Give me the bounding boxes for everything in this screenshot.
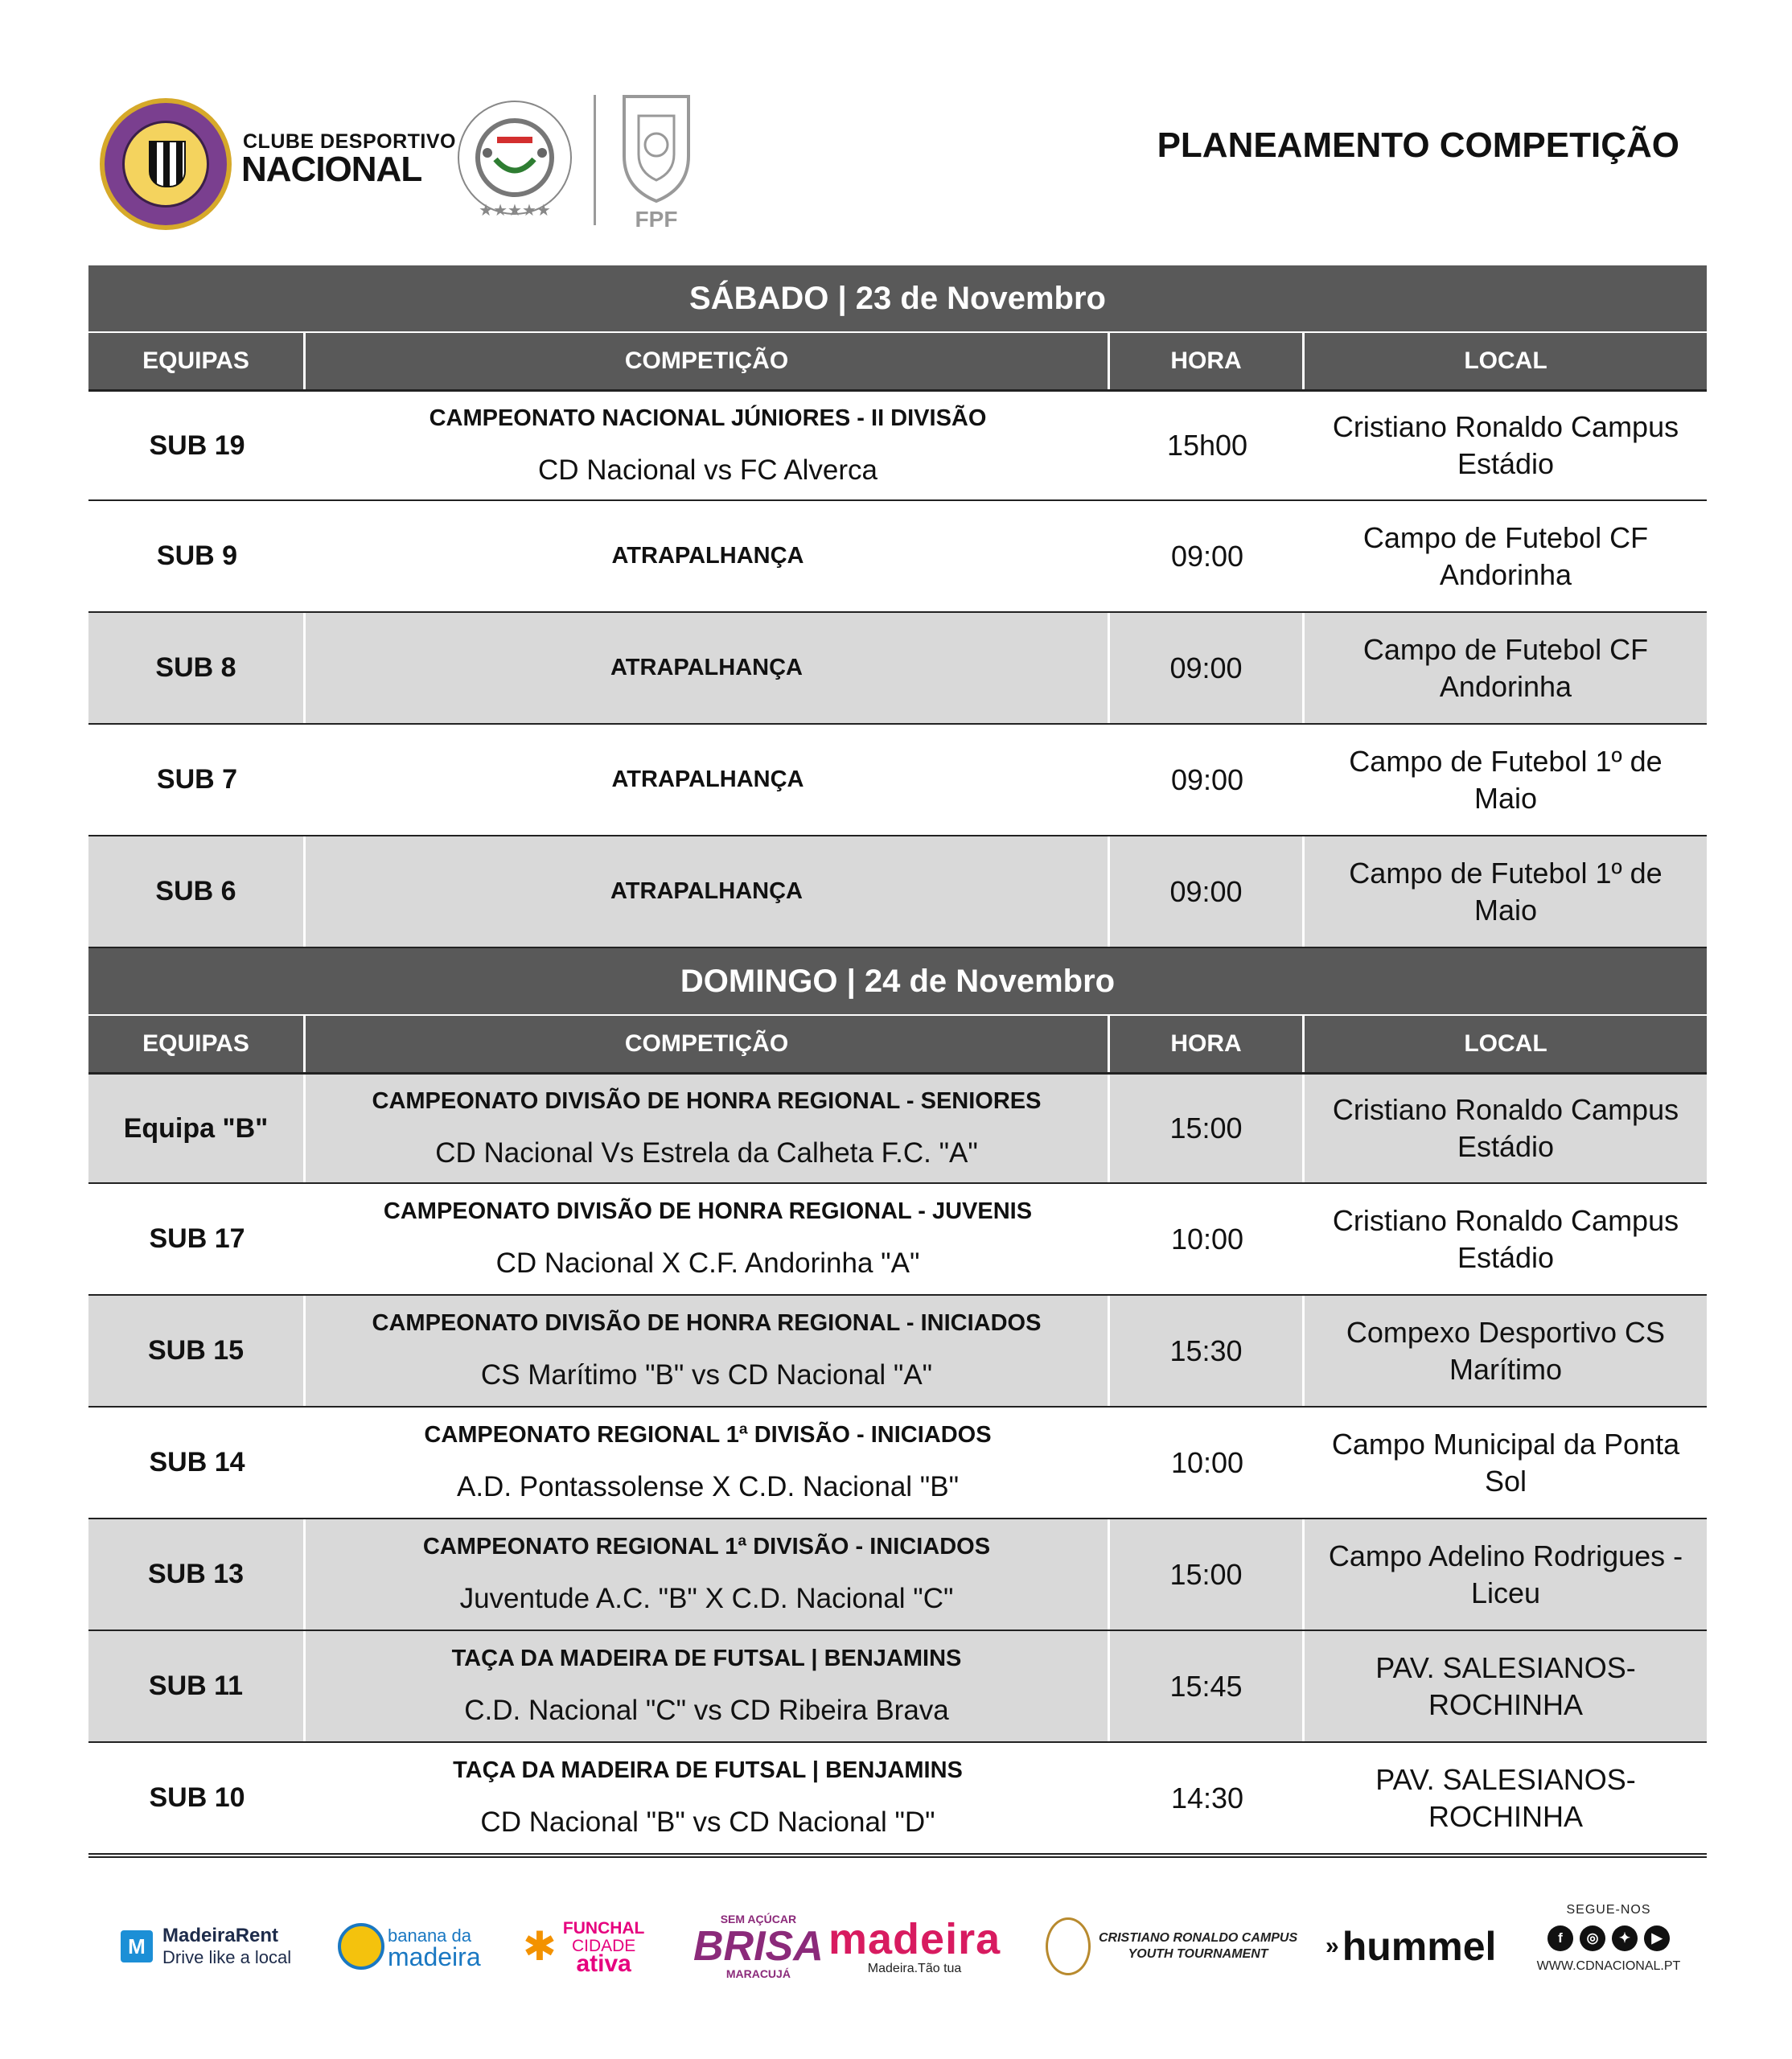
schedule-row <box>88 1184 1707 1296</box>
location-line2: Maio <box>1473 781 1538 815</box>
runner-icon: ✱ <box>523 1924 557 1969</box>
competition-title: CAMPEONATO NACIONAL JÚNIORES - II DIVISÃO <box>429 405 987 431</box>
time-cell: 15:00 <box>1110 1075 1305 1182</box>
cr-campus-logo: CRISTIANO RONALDO CAMPUS YOUTH TOURNAMENT <box>1046 1898 1297 1995</box>
match-text: C.D. Nacional "C" vs CD Ribeira Brava <box>464 1695 949 1726</box>
schedule-row <box>88 501 1707 613</box>
location-cell <box>1305 501 1707 611</box>
location-line1: Campo Municipal da Ponta <box>1331 1427 1680 1461</box>
club-name-line2: NACIONAL <box>241 150 422 189</box>
brisa-logo: SEM AÇÚCAR BRISA MARACUJÁ <box>693 1913 824 1980</box>
location-cell <box>1305 1631 1707 1741</box>
location-line1: Cristiano Ronaldo Campus <box>1332 410 1679 443</box>
header-divider <box>594 95 596 225</box>
column-header-row <box>88 331 1707 389</box>
col-equipas: EQUIPAS <box>88 1016 306 1072</box>
hummel-chevron-icon: » <box>1326 1933 1339 1959</box>
team-cell: SUB 11 <box>88 1631 306 1741</box>
competition-cell <box>306 1296 1110 1406</box>
competition-cell <box>306 1075 1110 1182</box>
location-cell <box>1305 1519 1707 1630</box>
competition-cell <box>306 836 1110 947</box>
location-line2: Estádio <box>1457 1240 1555 1274</box>
location-cell <box>1305 1075 1707 1182</box>
certification-seal-icon <box>450 95 579 224</box>
team-cell: SUB 10 <box>149 1782 245 1813</box>
competition-cell <box>306 1408 1110 1518</box>
competition-title: CAMPEONATO DIVISÃO DE HONRA REGIONAL - JUVENIS <box>383 1198 1033 1224</box>
location-line1: Compexo Desportivo CS <box>1346 1315 1666 1349</box>
location-line1: PAV. SALESIANOS- <box>1375 1762 1636 1796</box>
schedule-row <box>88 1743 1707 1855</box>
team-cell: SUB 15 <box>88 1296 306 1406</box>
madeirarent-logo: M MadeiraRent Drive like a local <box>121 1898 291 1995</box>
competition-title: CAMPEONATO DIVISÃO DE HONRA REGIONAL - INICIADOS <box>372 1310 1042 1336</box>
time-cell: 15h00 <box>1166 429 1248 462</box>
team-cell: SUB 6 <box>88 836 306 947</box>
competition-title: ATRAPALHANÇA <box>610 655 803 680</box>
location-cell <box>1305 725 1707 835</box>
location-line2: ROCHINHA <box>1428 1687 1583 1721</box>
location-line2: Estádio <box>1457 1130 1555 1163</box>
saturday-rows <box>88 389 1707 948</box>
competition-title: ATRAPALHANÇA <box>611 543 804 569</box>
competition-title: CAMPEONATO REGIONAL 1ª DIVISÃO - INICIADOS <box>422 1534 991 1560</box>
location-line2: Marítimo <box>1449 1352 1562 1386</box>
schedule-row <box>88 1072 1707 1184</box>
competition-title: TAÇA DA MADEIRA DE FUTSAL | BENJAMINS <box>453 1757 963 1783</box>
footer-divider <box>88 1856 1707 1858</box>
location-line2: Sol <box>1484 1464 1527 1498</box>
col-competicao: COMPETIÇÃO <box>306 1016 1110 1072</box>
time-cell: 15:30 <box>1110 1296 1305 1406</box>
match-text: A.D. Pontassolense X C.D. Nacional "B" <box>456 1471 960 1502</box>
location-line1: Campo de Futebol 1º de <box>1349 744 1663 778</box>
location-line1: Campo Adelino Rodrigues - <box>1328 1539 1683 1572</box>
competition-title: CAMPEONATO REGIONAL 1ª DIVISÃO - INICIADOS <box>424 1422 992 1448</box>
competition-cell <box>306 1519 1110 1630</box>
club-name-line1: CLUBE DESPORTIVO <box>243 130 456 153</box>
match-text: CS Marítimo "B" vs CD Nacional "A" <box>480 1359 933 1391</box>
time-cell: 10:00 <box>1170 1445 1244 1479</box>
location-cell <box>1305 392 1707 499</box>
club-crest <box>100 98 232 230</box>
location-line1: Campo de Futebol 1º de <box>1349 856 1663 890</box>
location-cell <box>1305 1184 1707 1294</box>
location-line2: Andorinha <box>1439 557 1572 591</box>
location-cell <box>1305 1408 1707 1518</box>
sunday-header: DOMINGO | 24 de Novembro <box>88 948 1707 1014</box>
schedule-row <box>88 725 1707 836</box>
competition-title: CAMPEONATO DIVISÃO DE HONRA REGIONAL - SENIORES <box>372 1087 1042 1114</box>
schedule-row <box>88 389 1707 501</box>
location-cell <box>1305 1296 1707 1406</box>
competition-cell <box>306 1184 1110 1294</box>
competition-title: ATRAPALHANÇA <box>610 878 803 904</box>
twitter-icon[interactable]: ✦ <box>1612 1925 1638 1951</box>
location-line1: PAV. SALESIANOS- <box>1375 1650 1636 1684</box>
col-hora: HORA <box>1110 1016 1305 1072</box>
facebook-icon[interactable]: f <box>1547 1925 1573 1951</box>
competition-title: TAÇA DA MADEIRA DE FUTSAL | BENJAMINS <box>451 1646 962 1671</box>
youtube-icon[interactable]: ▶ <box>1644 1925 1670 1951</box>
saturday-header: SÁBADO | 23 de Novembro <box>88 265 1707 331</box>
team-cell: SUB 8 <box>88 613 306 723</box>
time-cell: 15:00 <box>1110 1519 1305 1630</box>
match-text: CD Nacional Vs Estrela da Calheta F.C. "A" <box>435 1136 978 1169</box>
banana-madeira-logo: banana da madeira <box>338 1898 481 1995</box>
col-local: LOCAL <box>1464 347 1547 374</box>
location-line1: Campo de Futebol CF <box>1362 632 1649 666</box>
website-link[interactable]: WWW.CDNACIONAL.PT <box>1536 1959 1681 1973</box>
time-cell: 15:45 <box>1110 1631 1305 1741</box>
madeirarent-icon: M <box>121 1930 153 1962</box>
team-cell: SUB 9 <box>156 540 238 571</box>
svg-text:FPF: FPF <box>635 207 678 230</box>
banana-icon <box>338 1923 384 1970</box>
match-text: CD Nacional X C.F. Andorinha "A" <box>495 1247 920 1279</box>
location-line2: Maio <box>1473 893 1538 927</box>
schedule-row <box>88 836 1707 948</box>
competition-cell <box>306 613 1110 723</box>
time-cell: 09:00 <box>1170 539 1244 573</box>
col-hora: HORA <box>1110 333 1305 389</box>
madeira-logo: madeira Madeira.Tão tua <box>828 1915 1001 1975</box>
sunday-rows <box>88 1072 1707 1855</box>
team-cell: SUB 7 <box>156 764 238 795</box>
competition-cell <box>306 501 1110 611</box>
cr-campus-crest-icon <box>1046 1917 1091 1975</box>
svg-text:★★★★★: ★★★★★ <box>479 200 551 220</box>
funchal-cidade-ativa-logo: ✱ FUNCHAL CIDADE ativa <box>523 1919 645 1977</box>
competition-cell <box>306 725 1110 835</box>
team-cell: SUB 14 <box>149 1447 245 1477</box>
schedule-table <box>88 265 1707 1855</box>
location-cell <box>1305 836 1707 947</box>
col-local: LOCAL <box>1464 1030 1547 1057</box>
club-shield-icon <box>149 141 186 187</box>
social-block: SEGUE-NOS f ◎ ✦ ▶ WWW.CDNACIONAL.PT <box>1528 1903 1689 1974</box>
schedule-row <box>88 613 1707 725</box>
time-cell: 10:00 <box>1170 1222 1244 1256</box>
hummel-logo: » hummel <box>1326 1924 1497 1969</box>
column-header-row <box>88 1014 1707 1072</box>
location-line2: Andorinha <box>1439 669 1572 703</box>
competition-cell <box>306 392 1110 499</box>
location-cell <box>1305 613 1707 723</box>
location-cell <box>1305 1743 1707 1853</box>
schedule-row <box>88 1631 1707 1743</box>
location-line2: ROCHINHA <box>1428 1799 1583 1833</box>
time-cell: 14:30 <box>1170 1781 1244 1814</box>
location-line1: Campo de Futebol CF <box>1362 520 1649 554</box>
competition-cell <box>306 1631 1110 1741</box>
time-cell: 09:00 <box>1170 762 1244 796</box>
col-competicao: COMPETIÇÃO <box>306 333 1110 389</box>
page-title: PLANEAMENTO COMPETIÇÃO <box>1157 125 1679 165</box>
fpf-crest-icon <box>614 92 698 230</box>
match-text: Juventude A.C. "B" X C.D. Nacional "C" <box>459 1583 954 1614</box>
match-text: CD Nacional vs FC Alverca <box>537 454 878 486</box>
schedule-row <box>88 1519 1707 1631</box>
location-line2: Estádio <box>1457 447 1555 480</box>
competition-cell <box>306 1743 1110 1853</box>
location-line2: Liceu <box>1470 1576 1541 1609</box>
time-cell: 09:00 <box>1110 836 1305 947</box>
team-cell: Equipa "B" <box>88 1075 306 1182</box>
team-cell: SUB 13 <box>88 1519 306 1630</box>
schedule-row <box>88 1408 1707 1519</box>
location-line1: Cristiano Ronaldo Campus <box>1332 1093 1679 1126</box>
competition-title: ATRAPALHANÇA <box>611 766 804 792</box>
team-cell: SUB 19 <box>149 429 245 461</box>
time-cell: 09:00 <box>1110 613 1305 723</box>
location-line1: Cristiano Ronaldo Campus <box>1332 1203 1679 1237</box>
col-equipas: EQUIPAS <box>88 333 306 389</box>
match-text: CD Nacional "B" vs CD Nacional "D" <box>480 1806 935 1838</box>
instagram-icon[interactable]: ◎ <box>1580 1925 1605 1951</box>
team-cell: SUB 17 <box>149 1223 245 1254</box>
schedule-row <box>88 1296 1707 1408</box>
